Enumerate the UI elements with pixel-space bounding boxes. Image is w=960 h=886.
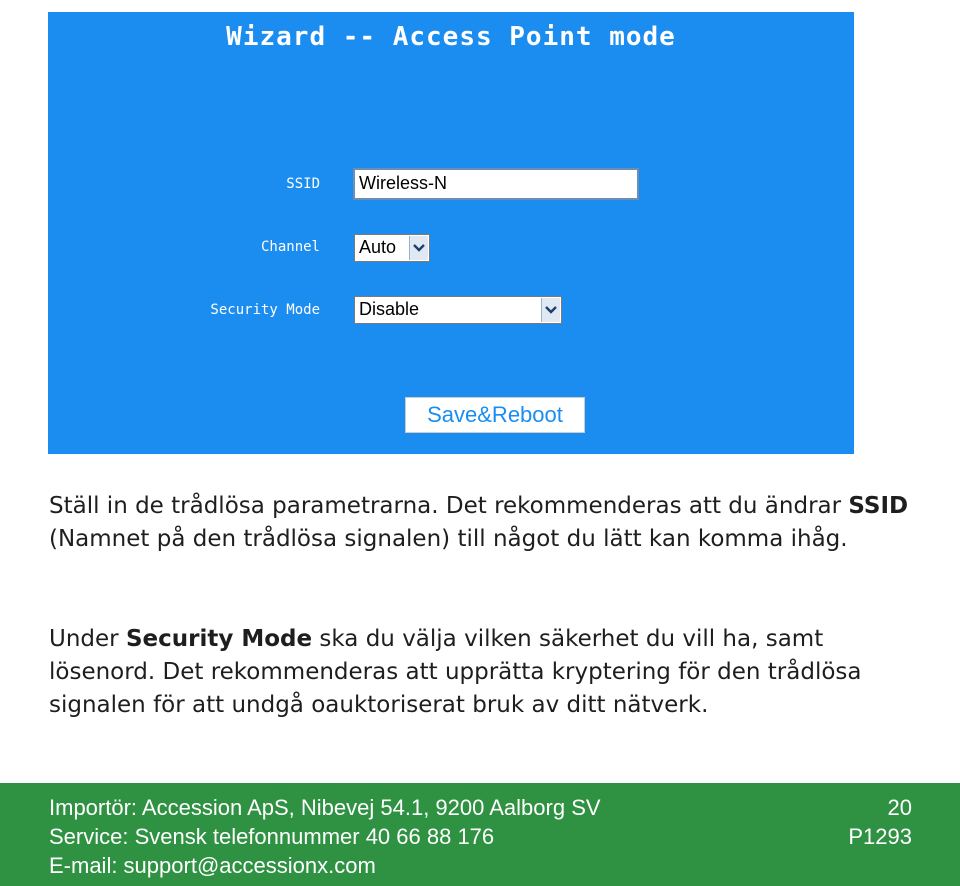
p2-text-a: Under: [49, 626, 126, 652]
chevron-down-icon[interactable]: [541, 298, 560, 322]
security-mode-value: Disable: [359, 299, 420, 319]
wizard-title: Wizard -- Access Point mode: [226, 22, 676, 52]
footer-service: Service: Svensk telefonnummer 40 66 88 176: [49, 824, 495, 849]
p2-text-b: ska du välja vilken säkerhet du vill ha, samt lösenord. Det rekommenderas att upprätta kryptering för den trådlösa signalen för att undgå oauktoriserat bruk av ditt nätverk.: [49, 626, 862, 718]
p1-bold: SSID: [848, 493, 909, 519]
product-code: P1293: [848, 824, 912, 849]
p2-bold: Security Mode: [125, 626, 313, 652]
instruction-paragraph-security: [49, 623, 929, 722]
ssid-input[interactable]: Wireless-N: [353, 168, 639, 200]
security-mode-select[interactable]: [354, 296, 562, 324]
security-mode-label: Security Mode: [210, 302, 320, 318]
footer-email: E-mail: support@accessionx.com: [49, 853, 376, 878]
footer-importer: Importör: Accession ApS, Nibevej 54.1, 9200 Aalborg SV: [49, 795, 601, 820]
wizard-panel: [48, 12, 854, 454]
ssid-label: SSID: [286, 176, 320, 192]
channel-value: Auto: [359, 237, 397, 257]
p1-text-a: Ställ in de trådlösa parametrarna. Det rekommenderas att du ändrar: [49, 493, 849, 519]
channel-select[interactable]: [354, 234, 430, 262]
footer: [0, 783, 960, 886]
chevron-down-icon[interactable]: [409, 236, 428, 260]
p1-text-b: (Namnet på den trådlösa signalen) till något du lätt kan komma ihåg.: [49, 526, 848, 552]
channel-label: Channel: [260, 239, 320, 255]
save-reboot-button[interactable]: Save&Reboot: [405, 397, 585, 433]
page-number: 20: [887, 795, 912, 820]
instruction-paragraph-ssid: [49, 490, 929, 556]
